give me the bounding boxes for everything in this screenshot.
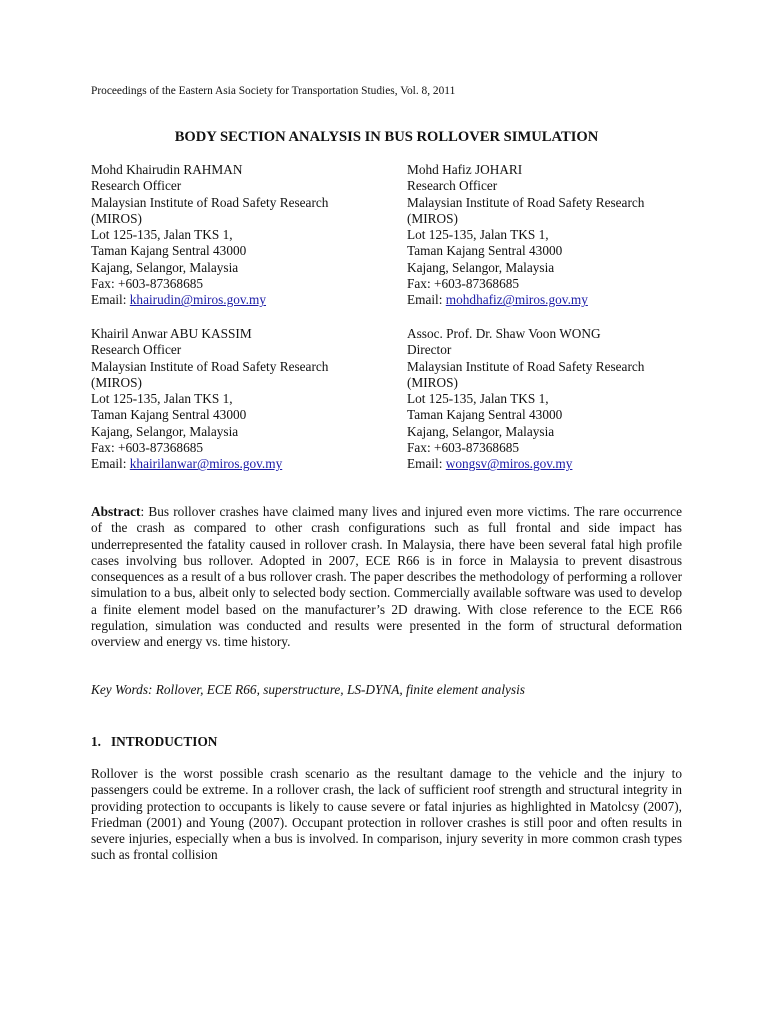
author-org-abbr: (MIROS) [91,210,142,226]
section-heading-introduction [91,734,217,750]
author-address-line: Lot 125-135, Jalan TKS 1, [91,227,233,243]
author-org: Malaysian Institute of Road Safety Research [407,358,645,374]
author-address-line: Lot 125-135, Jalan TKS 1, [91,391,233,407]
author-fax: Fax: +603-87368685 [91,440,204,456]
email-link[interactable]: khairudin@miros.gov.my [129,292,266,308]
email-label: Email: [91,456,130,472]
paper-title: BODY SECTION ANALYSIS IN BUS ROLLOVER SIMULATION [174,129,599,145]
author-address-line: Taman Kajang Sentral 43000 [91,407,247,423]
section-number: 1. [91,734,101,749]
introduction-paragraph: Rollover is the worst possible crash scenario as the resultant damage to the vehicle and the injury to passengers could be extreme. In a rollover crash, the lack of sufficient roof strength and structural integrity in providing protection to occupants is likely to cause severe or fatal injuries as highlighted in Matolcsy (2007), Friedman (2001) and Young (2007). Occupant protection in rollover crashes is still poor and often results in severe injuries, especially when a bus is involved. In comparison, injury severity in more common crash types such as frontal collision [91,766,682,863]
email-label: Email: [91,292,130,308]
abstract-paragraph [91,504,682,651]
author-fax: Fax: +603-87368685 [407,276,520,292]
section-title: INTRODUCTION [111,734,218,749]
author-block-3 [91,326,381,473]
author-address-line: Kajang, Selangor, Malaysia [91,259,239,275]
author-fax: Fax: +603-87368685 [407,440,520,456]
author-address-line: Taman Kajang Sentral 43000 [407,243,563,259]
keywords: Key Words: Rollover, ECE R66, superstructure, LS-DYNA, finite element analysis [91,682,525,697]
author-address-line: Kajang, Selangor, Malaysia [407,259,555,275]
author-address-line: Taman Kajang Sentral 43000 [91,243,247,259]
author-org-abbr: (MIROS) [91,374,142,390]
author-email-row [407,292,697,308]
author-address-line: Kajang, Selangor, Malaysia [91,423,239,439]
email-label: Email: [407,456,446,472]
author-fax: Fax: +603-87368685 [91,276,204,292]
author-block-1 [91,162,381,309]
abstract-label: Abstract [91,504,141,519]
running-head: Proceedings of the Eastern Asia Society for Transportation Studies, Vol. 8, 2011 [91,85,456,97]
author-address-line: Lot 125-135, Jalan TKS 1, [407,227,549,243]
author-role: Director [407,342,452,358]
author-block-2 [407,162,697,309]
email-link[interactable]: wongsv@miros.gov.my [445,456,573,472]
email-link[interactable]: khairilanwar@miros.gov.my [129,456,283,472]
author-address-line: Kajang, Selangor, Malaysia [407,423,555,439]
author-org: Malaysian Institute of Road Safety Research [407,194,645,210]
email-label: Email: [407,292,446,308]
author-role: Research Officer [91,178,182,194]
abstract-text: : Bus rollover crashes have claimed many lives and injured even more victims. The rare occurrence of the crash as compared to other crash configurations such as full frontal and side impact has underrepresented the fatality caused in rollover crash. In Malaysia, there have been several fatal high profile cases involving bus rollover. Adopted in 2007, ECE R66 is in force in Malaysia to prevent disastrous consequences as a result of a bus rollover crash. The paper describes the methodology of performing a rollover simulation to a bus, albeit only to selected body section. Commercially available software was used to develop a finite element model based on the manufacturer’s 2D drawing. With close reference to the ECE R66 regulation, simulation was conducted and results were presented in the form of structural deformation overview and energy vs. time history. [91,504,682,650]
author-role: Research Officer [407,178,498,194]
email-link[interactable]: mohdhafiz@miros.gov.my [445,292,588,308]
author-name: Assoc. Prof. Dr. Shaw Voon WONG [407,326,601,341]
author-name: Mohd Hafiz JOHARI [407,162,523,177]
author-org: Malaysian Institute of Road Safety Research [91,358,329,374]
author-block-4 [407,326,697,473]
author-email-row [407,456,697,472]
author-org-abbr: (MIROS) [407,210,458,226]
author-address-line: Lot 125-135, Jalan TKS 1, [407,391,549,407]
author-name: Mohd Khairudin RAHMAN [91,162,243,177]
author-address-line: Taman Kajang Sentral 43000 [407,407,563,423]
author-email-row [91,456,381,472]
author-role: Research Officer [91,342,182,358]
author-org: Malaysian Institute of Road Safety Research [91,194,329,210]
author-org-abbr: (MIROS) [407,374,458,390]
author-name: Khairil Anwar ABU KASSIM [91,326,252,341]
author-email-row [91,292,381,308]
